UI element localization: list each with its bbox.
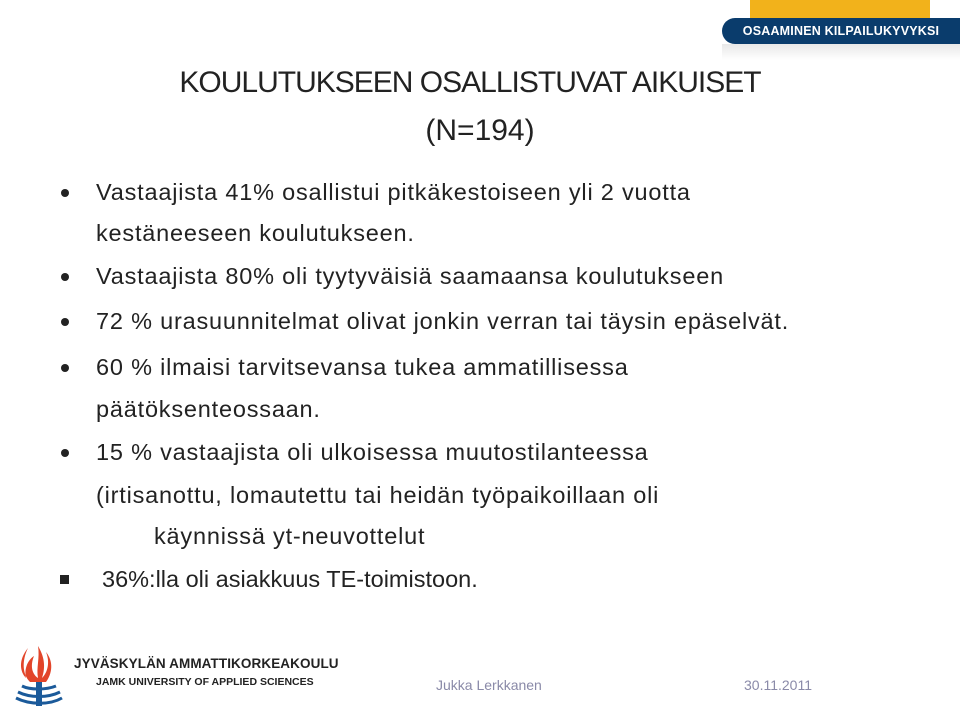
footer-date: 30.11.2011: [744, 677, 812, 693]
bullet-text: 72 % urasuunnitelmat olivat jonkin verran tai täysin epäselvät.: [96, 308, 790, 334]
bullet-dot: [61, 364, 69, 372]
slide-title: KOULUTUKSEEN OSALLISTUVAT AIKUISET: [179, 66, 761, 99]
banner-shadow: [722, 44, 960, 60]
bullet-text-continued: käynnissä yt-neuvottelut: [154, 523, 426, 549]
slide-subtitle: (N=194): [425, 114, 535, 147]
bullet-text: 36%:lla oli asiakkuus TE-toimistoon.: [102, 566, 478, 592]
bullet-dot: [61, 449, 69, 457]
jamk-logo: [10, 638, 339, 708]
logo-name: JYVÄSKYLÄN AMMATTIKORKEAKOULU: [74, 656, 339, 671]
banner-bar: [722, 18, 960, 44]
logo-subname: JAMK UNIVERSITY OF APPLIED SCIENCES: [96, 676, 314, 688]
top-banner: [720, 0, 960, 58]
bullet-text: 15 % vastaajista oli ulkoisessa muutostilanteessa: [96, 439, 649, 465]
bullet-text: 60 % ilmaisi tarvitsevansa tukea ammatillisessa: [96, 354, 629, 380]
bullet-text-continued: (irtisanottu, lomautettu tai heidän työpaikoillaan oli: [96, 482, 660, 508]
jamk-flame-icon: [10, 638, 70, 708]
bullet-text: Vastaajista 41% osallistui pitkäkestoiseen yli 2 vuotta: [96, 179, 691, 205]
bullet-dot: [61, 318, 69, 326]
bullet-dot: [61, 273, 69, 281]
banner-accent: [750, 0, 930, 18]
footer-author: Jukka Lerkkanen: [436, 677, 542, 693]
bullet-dot: [61, 189, 69, 197]
bullet-text: Vastaajista 80% oli tyytyväisiä saamaansa koulutukseen: [96, 263, 724, 289]
bullet-text-continued: kestäneeseen koulutukseen.: [96, 220, 415, 246]
bullet-text-continued: päätöksenteossaan.: [96, 396, 321, 422]
banner-text: OSAAMINEN KILPAILUKYVYKSI: [742, 24, 940, 38]
square-bullet: [60, 575, 69, 584]
